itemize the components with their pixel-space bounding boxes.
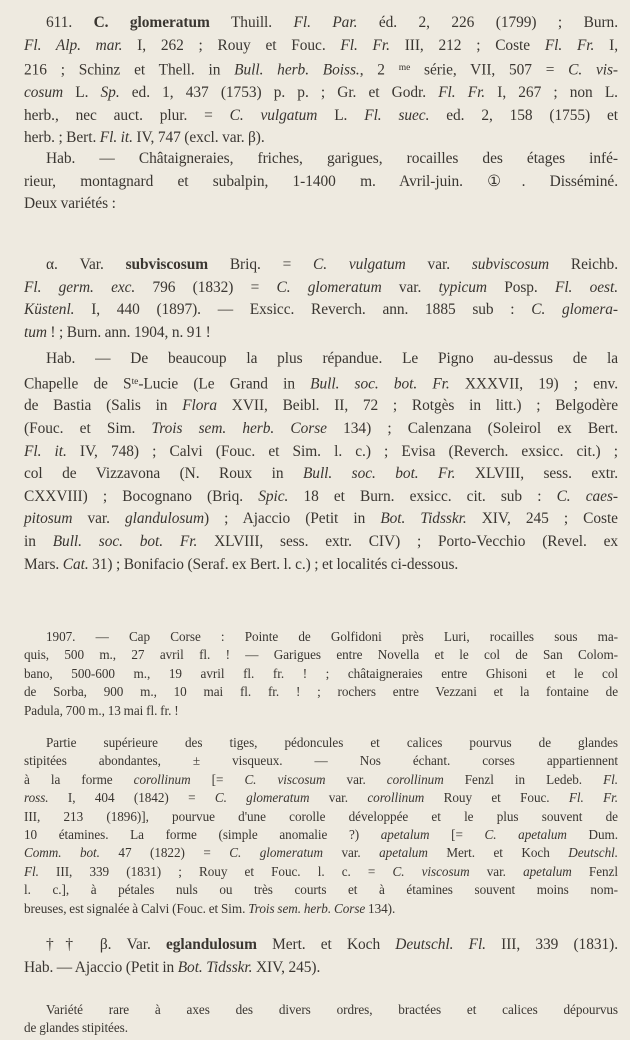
text-run: XLVIII, sess. extr. CIV) ; Porto-Vecchio (Revel. ex (197, 533, 618, 551)
italic-text: Fl. Par. (293, 14, 358, 31)
text-run: -Lucie (Le Grand in (138, 374, 311, 392)
text-line (24, 105, 618, 128)
italic-text: apetalum (379, 845, 428, 861)
italic-text: C. apetalum (484, 827, 567, 843)
variety-alpha-records (24, 628, 618, 720)
entry-611-citation (24, 12, 618, 150)
italic-text: Bull. soc. bot. Fr. (310, 374, 450, 392)
italic-text: C. glomeratum (229, 845, 323, 861)
text-run: série, VII, 507 = (410, 61, 569, 79)
text-line (24, 82, 618, 105)
text-line (24, 789, 618, 807)
italic-text: Fl. (603, 771, 618, 787)
italic-text: Fl. Fr. (568, 790, 619, 806)
italic-text: Bull. soc. bot. Fr. (52, 533, 198, 551)
italic-text: Fl. it. (24, 442, 67, 460)
text-line (24, 299, 618, 322)
text-run: III, 213 (1896)], pourvue d'une corolle développée et le plus souvent de (24, 808, 618, 824)
variety-alpha-note-text (24, 734, 618, 918)
text-line (24, 441, 618, 464)
taxon-name: eglandulosum (165, 936, 257, 953)
italic-text: Fl. suec. (364, 106, 430, 124)
text-line: Variété rare à axes des divers ordres, bractées et calices dépourvus (46, 1002, 618, 1017)
text-run: l. c.], à pétales nuls ou très courts et à étamines souvent moins nom- (24, 882, 618, 898)
italic-text: C. caes- (556, 487, 618, 505)
text-run: éd. 2, 226 (1799) ; Burn. (357, 14, 618, 31)
text-line: Hab. — Châtaigneraies, friches, garigues, rocailles des étages infé- (46, 150, 618, 167)
italic-text: C. viscosum (392, 863, 470, 879)
text-run: 796 (1832) = (135, 278, 277, 296)
text-run: Partie supérieure des tiges, pédoncules et calices pourvus de glandes (46, 735, 618, 750)
text-line: Padula, 700 m., 13 mai fl. fr. ! (24, 702, 179, 718)
text-line (24, 734, 618, 752)
text-run: breuses, est signalée à Calvi (Fouc. et Sim. (24, 900, 249, 916)
variety-alpha-citation (24, 254, 618, 344)
text-line (24, 881, 618, 899)
text-run: XIV, 245 ; Coste (466, 510, 618, 528)
variety-beta-note-text (24, 1001, 618, 1038)
text-run: ed. 2, 158 (1755) et (429, 106, 618, 124)
text-line (24, 322, 618, 345)
text-run: Hab. — Ajaccio (Petit in (24, 958, 178, 976)
text-line: bano, 500-600 m., 19 avril fl. fr. ! ; châtaigneraies entre Ghisoni et le col (24, 665, 618, 681)
text-run: 134) ; Calenzana (Soleirol ex Bert. (326, 420, 618, 438)
text-run: Briq. = (208, 256, 314, 273)
italic-text: Deutschl. Fl. (395, 936, 486, 953)
habitat-text (24, 148, 618, 216)
italic-text: subviscosum (471, 256, 550, 273)
text-run: [= (429, 827, 485, 843)
italic-text: C. glomeratum (214, 790, 310, 806)
text-run: α. Var. (46, 256, 126, 273)
italic-text: Fl. oest. (554, 278, 618, 296)
taxon-name: subviscosum (125, 256, 209, 273)
text-run: de Bastia (Salis in (24, 397, 183, 415)
superscript: me (398, 62, 411, 74)
variety-beta-note (24, 1001, 618, 1038)
italic-text: C. viscosum (244, 771, 326, 787)
text-run: herb., nec auct. plur. = (24, 106, 230, 124)
text-line (24, 348, 618, 371)
variety-alpha-text (24, 254, 618, 344)
italic-text: typicum (438, 278, 487, 296)
text-line (24, 508, 618, 531)
text-run: Hab. — De beaucoup la plus répandue. Le Pigno au-dessus de la (46, 350, 618, 367)
text-line (24, 12, 618, 35)
italic-text: C. vulgatum (313, 256, 406, 273)
text-run: var. (322, 845, 380, 861)
italic-text: Cat. (62, 555, 89, 573)
italic-text: Fl. Fr. (438, 84, 486, 102)
text-run: var. (405, 256, 472, 273)
italic-text: cosum (24, 84, 64, 102)
text-run: Fenzl (571, 863, 618, 879)
variety-beta (24, 934, 618, 979)
text-line: rieur, montagnard et subalpin, 1-1400 m. Avril-juin. ①. Disséminé. (24, 172, 618, 190)
italic-text: Trois sem. herb. Corse (151, 420, 327, 438)
entry-611-habitat (24, 148, 618, 216)
text-line (24, 957, 618, 980)
text-line (24, 418, 618, 441)
text-run: 18 et Burn. exsicc. cit. sub : (288, 487, 557, 505)
text-line (24, 771, 618, 789)
text-line (24, 826, 618, 844)
italic-text: C. glomeratum (276, 278, 382, 296)
text-run: à la forme (24, 771, 134, 787)
text-run: 216 ; Schinz et Thell. in (24, 61, 235, 79)
text-run: var. (309, 790, 368, 806)
text-run: 47 (1822) = (99, 845, 230, 861)
text-line (24, 127, 618, 150)
text-run: I, 440 (1897). — Exsicc. Reverch. ann. 1885 sub : (74, 301, 532, 319)
italic-text: apetalum (380, 827, 430, 843)
italic-text: Trois sem. herb. Corse (248, 900, 366, 916)
text-line (24, 371, 618, 396)
italic-text: C. vis- (568, 61, 618, 79)
italic-text: corollinum (133, 771, 191, 787)
text-line: 1907. — Cap Corse : Pointe de Golfidoni près Luri, rocailles sous ma- (46, 629, 618, 644)
italic-text: Spic. (258, 487, 289, 505)
text-run: †† β. Var. (46, 936, 166, 953)
italic-text: Küstenl. (24, 301, 75, 319)
text-run: herb. ; Bert. (24, 129, 100, 147)
text-line (24, 57, 618, 82)
text-run: ! ; Burn. ann. 1904, n. 91 ! (46, 323, 211, 341)
text-run: I, (594, 36, 618, 54)
text-run: var. (469, 863, 524, 879)
text-line: de Sorba, 900 m., 10 mai fl. fr. ! ; rochers entre Vezzani et la fontaine de (24, 684, 618, 700)
text-line (24, 486, 618, 509)
text-run: var. (381, 278, 439, 296)
text-run: Dum. (566, 827, 618, 843)
text-run: IV, 748) ; Calvi (Fouc. et Sim. l. c.) ; Evisa (Reverch. exsicc. cit.) ; (66, 442, 618, 460)
variety-beta-text (24, 934, 618, 979)
text-line (24, 463, 618, 486)
variety-alpha-habitat (24, 348, 618, 576)
italic-text: C. vulgatum (229, 106, 318, 124)
italic-text: tum (24, 323, 47, 341)
italic-text: Bot. Tidsskr. (380, 510, 467, 528)
text-line (24, 900, 618, 918)
text-run: XIV, 245). (252, 958, 321, 976)
text-run: 134). (365, 900, 396, 916)
text-line (24, 277, 618, 300)
text-run: stipitées abondantes, ± visqueux. — Nos échant. corses appartiennent (24, 753, 618, 769)
text-run: in (24, 533, 53, 551)
text-run: Chapelle de S (24, 374, 132, 392)
text-run: ) ; Ajaccio (Petit in (204, 510, 381, 528)
text-line (24, 554, 618, 577)
text-line: de glandes stipitées. (24, 1020, 128, 1036)
text-run: III, 212 ; Coste (389, 36, 545, 54)
text-run: Fenzl in Ledeb. (443, 771, 604, 787)
text-line (24, 254, 618, 277)
text-run: I, 267 ; non L. (485, 84, 618, 102)
italic-text: Comm. bot. (24, 845, 100, 861)
taxon-name: C. glomeratum (93, 14, 210, 31)
citation-text (24, 12, 618, 150)
text-line (24, 844, 618, 862)
italic-text: C. glomera- (531, 301, 618, 319)
text-run: Posp. (486, 278, 555, 296)
text-run: (Fouc. et Sim. (24, 420, 152, 438)
text-run: var. (325, 771, 387, 787)
text-run: col de Vizzavona (N. Roux in (24, 465, 303, 483)
superscript: te (131, 375, 139, 387)
italic-text: corollinum (367, 790, 425, 806)
text-run: I, 404 (1842) = (48, 790, 215, 806)
italic-text: corollinum (386, 771, 444, 787)
italic-text: Bot. Tidsskr. (177, 958, 253, 976)
text-line (24, 35, 618, 58)
italic-text: ross. (24, 790, 49, 806)
text-line (24, 752, 618, 770)
text-run: CXXVIII) ; Bocognano (Briq. (24, 487, 259, 505)
italic-text: Fl. germ. exc. (24, 278, 136, 296)
italic-text: Sp. (100, 84, 120, 102)
text-run: XVII, Beibl. II, 72 ; Rotgès in litt.) ; Belgodère (217, 397, 618, 415)
text-run: 10 étamines. La forme (simple anomalie ?) (24, 827, 381, 843)
variety-alpha-note (24, 734, 618, 918)
text-line (24, 934, 618, 957)
text-run: Reichb. (549, 256, 618, 273)
text-run: [= (190, 771, 245, 787)
text-run: 611. (46, 14, 94, 31)
italic-text: glandulosum (125, 510, 205, 528)
text-line: Deux variétés : (24, 195, 116, 213)
italic-text: Fl. it. (99, 129, 133, 147)
italic-text: Bull. herb. Boiss. (234, 61, 360, 79)
text-run: Mert. et Koch (427, 845, 569, 861)
italic-text: Fl. Fr. (340, 36, 390, 54)
text-run: L. (63, 84, 101, 102)
text-run: III, 339 (1831). (485, 936, 619, 953)
text-run: Mars. (24, 555, 63, 573)
variety-alpha-habitat-text (24, 348, 618, 576)
italic-text: Fl. Alp. mar. (24, 36, 123, 54)
italic-text: Fl. (24, 863, 39, 879)
text-run: IV, 747 (excl. var. β). (132, 129, 265, 147)
italic-text: Deutschl. (568, 845, 618, 861)
text-line: quis, 500 m., 27 avril fl. ! — Garigues entre Novella et le col de San Colom- (24, 647, 618, 663)
text-run: XLVIII, sess. extr. (455, 465, 618, 483)
text-run: XXXVII, 19) ; env. (449, 374, 618, 392)
italic-text: Flora (182, 397, 218, 415)
italic-text: Bull. soc. bot. Fr. (302, 465, 456, 483)
italic-text: Fl. Fr. (544, 36, 595, 54)
text-line (24, 808, 618, 826)
text-run: III, 339 (1831) ; Rouy et Fouc. l. c. = (38, 863, 393, 879)
text-run: 31) ; Bonifacio (Seraf. ex Bert. l. c.) ; et localités ci-dessous. (88, 555, 459, 573)
text-run: var. (72, 510, 126, 528)
text-line (24, 531, 618, 554)
text-line (24, 863, 618, 881)
text-run: ed. 1, 437 (1753) p. p. ; Gr. et Godr. (119, 84, 439, 102)
text-run: Mert. et Koch (256, 936, 396, 953)
collection-records (24, 628, 618, 720)
italic-text: apetalum (523, 863, 572, 879)
text-line (24, 395, 618, 418)
text-run: Rouy et Fouc. (424, 790, 569, 806)
text-run: , 2 (359, 61, 399, 79)
italic-text: pitosum (24, 510, 73, 528)
text-run: Thuill. (209, 14, 294, 31)
text-run: I, 262 ; Rouy et Fouc. (122, 36, 341, 54)
text-run: L. (317, 106, 365, 124)
